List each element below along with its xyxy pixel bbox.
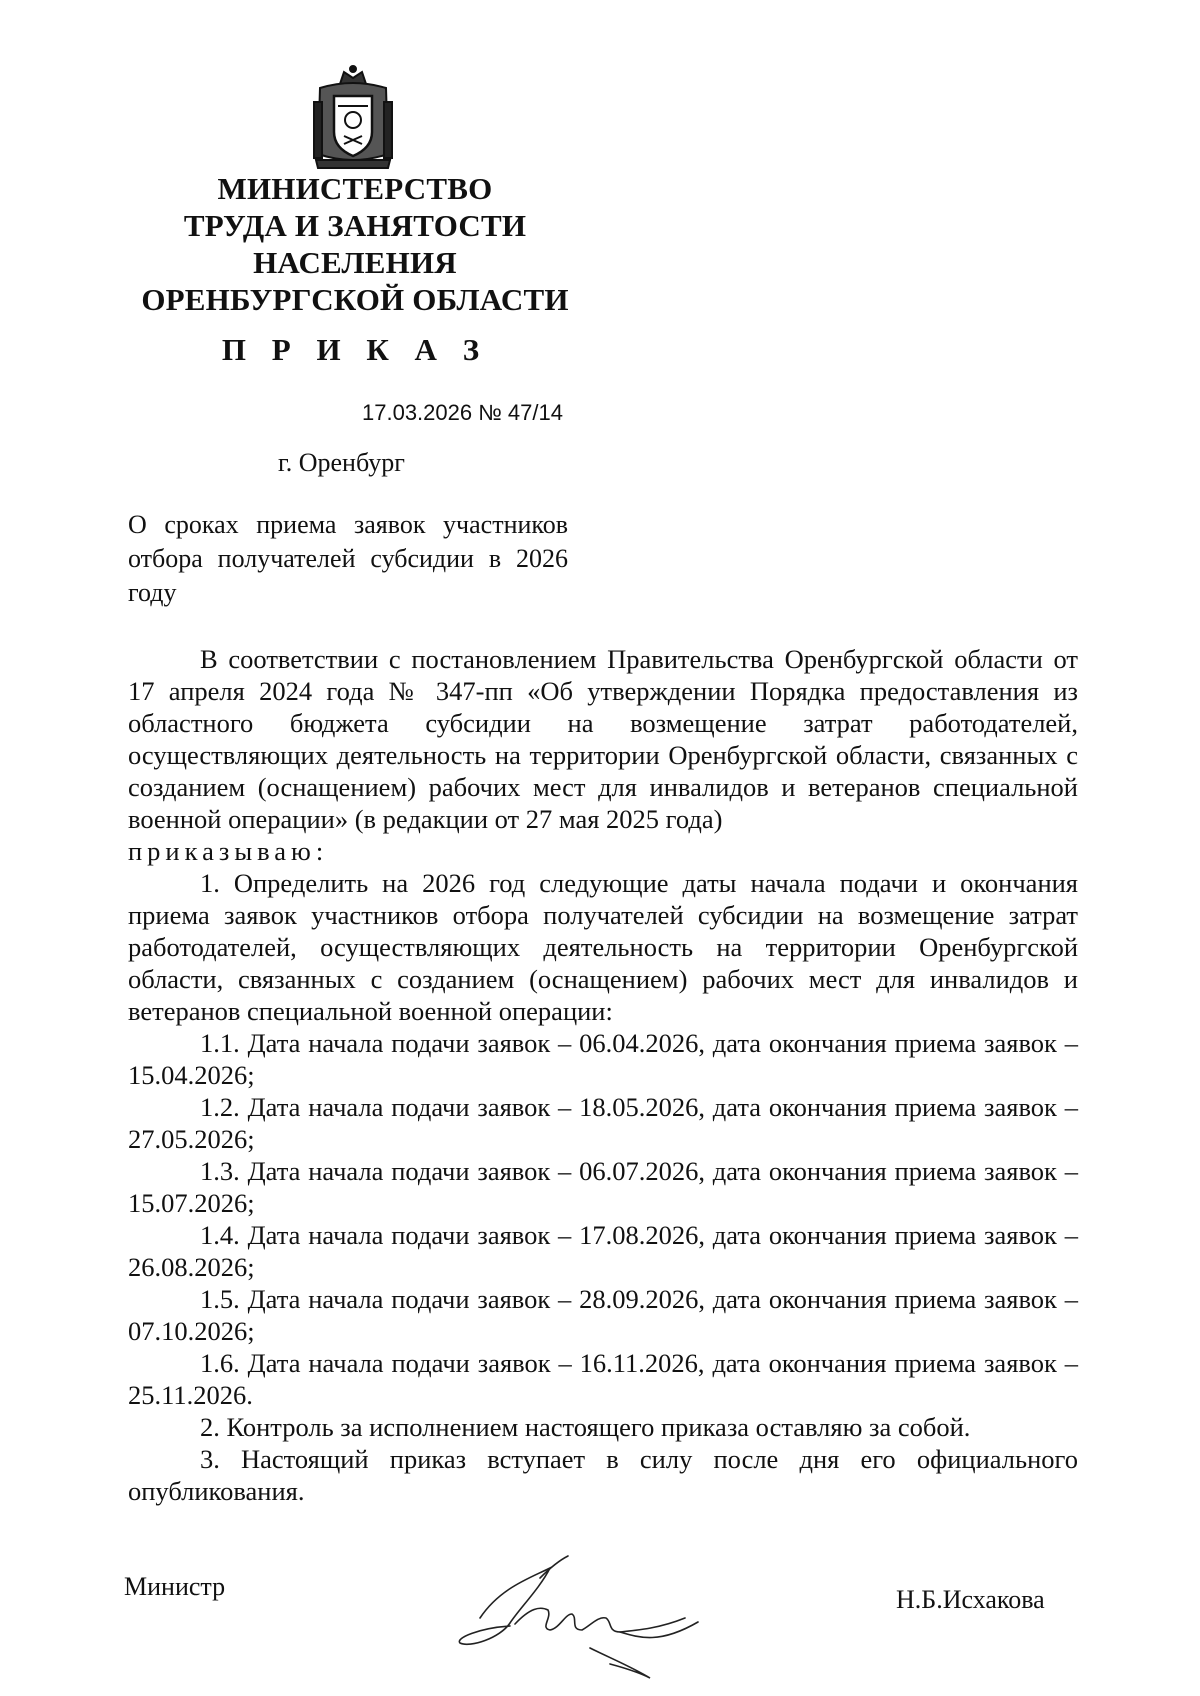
decree-word: приказываю: — [128, 836, 329, 866]
item-3-paragraph: 3. Настоящий приказ вступает в силу после дня его официального опубликования. — [128, 1444, 1078, 1506]
subitem-paragraph: 1.6. Дата начала подачи заявок – 16.11.2026, дата окончания приема заявок – 25.11.2026. — [128, 1348, 1078, 1410]
ministry-name — [120, 170, 590, 318]
subitem-paragraph: 1.5. Дата начала подачи заявок – 28.09.2026, дата окончания приема заявок – 07.10.2026; — [128, 1284, 1078, 1346]
subitem-paragraph: 1.3. Дата начала подачи заявок – 06.07.2026, дата окончания приема заявок – 15.07.2026; — [128, 1156, 1078, 1218]
ministry-line: ТРУДА И ЗАНЯТОСТИ — [183, 208, 527, 243]
ministry-line: ОРЕНБУРГСКОЙ ОБЛАСТИ — [141, 282, 569, 317]
order-date-number: 17.03.2026 № 47/14 — [362, 400, 563, 425]
order-body — [128, 643, 1078, 1507]
order-subject: О сроках приема заявок участников отбора получателей субсидии в 2026 году — [128, 510, 568, 607]
signatory-name: Н.Б.Исхакова — [896, 1585, 1045, 1614]
subitem-paragraph: 1.2. Дата начала подачи заявок – 18.05.2026, дата окончания приема заявок – 27.05.2026; — [128, 1092, 1078, 1154]
subitem-paragraph: 1.4. Дата начала подачи заявок – 17.08.2026, дата окончания приема заявок – 26.08.2026; — [128, 1220, 1078, 1282]
document-type-title: П Р И К А З — [221, 332, 489, 367]
signatory-role: Министр — [124, 1572, 226, 1601]
city-label: г. Оренбург — [278, 448, 405, 477]
coat-of-arms-icon — [308, 62, 398, 172]
preamble-paragraph: В соответствии с постановлением Правительства Оренбургской области от 17 апреля 2024 года № 347-пп «Об утверждении Порядка предоставления из областного бюджета субсидии на возмещение затрат работодателей, осуществляющих деятельность на территории Оренбургской области, связанных с созданием (оснащением) рабочих мест для инвалидов и ветеранов специальной военной операции» (в редакции от 27 мая 2025 года) — [128, 644, 1078, 834]
handwritten-signature — [440, 1548, 740, 1688]
ministry-line: МИНИСТЕРСТВО — [217, 171, 493, 206]
subitem-paragraph: 1.1. Дата начала подачи заявок – 06.04.2026, дата окончания приема заявок – 15.04.2026; — [128, 1028, 1078, 1090]
item-1-paragraph: 1. Определить на 2026 год следующие даты начала подачи и окончания приема заявок участников отбора получателей субсидии на возмещение затрат работодателей, осуществляющих деятельность на территории Оренбургской области, связанных с созданием (оснащением) рабочих мест для инвалидов и ветеранов специальной военной операции: — [128, 868, 1078, 1026]
item-2-paragraph: 2. Контроль за исполнением настоящего приказа оставляю за собой. — [200, 1412, 971, 1442]
ministry-line: НАСЕЛЕНИЯ — [253, 245, 457, 280]
